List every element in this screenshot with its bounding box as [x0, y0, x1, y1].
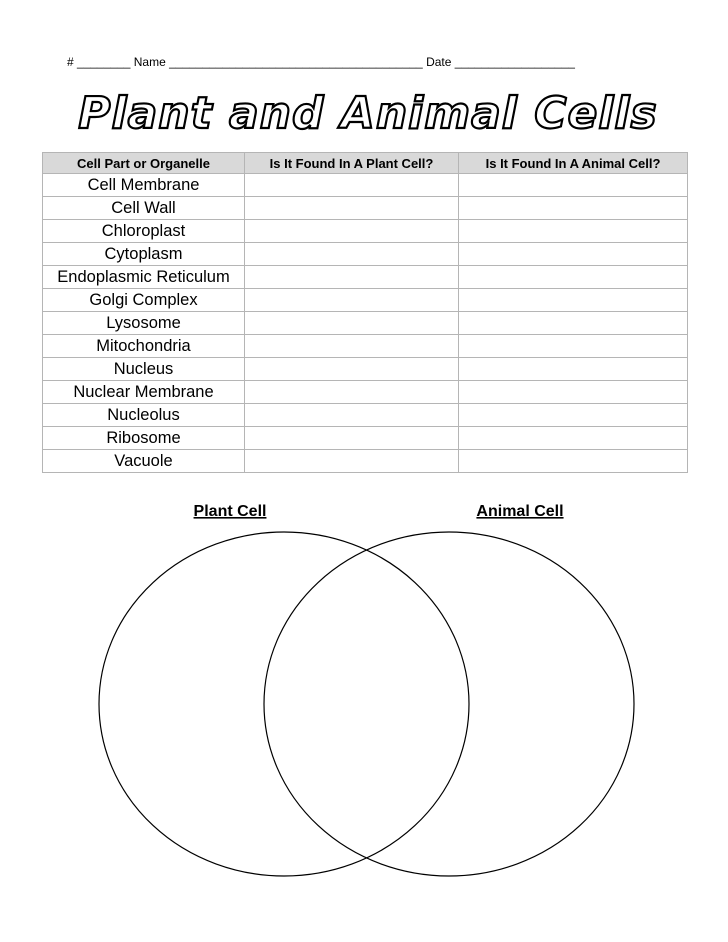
organelle-name: Lysosome	[43, 312, 245, 335]
table-row	[43, 289, 688, 312]
organelle-name: Golgi Complex	[43, 289, 245, 312]
table-row	[43, 427, 688, 450]
organelle-name: Ribosome	[43, 427, 245, 450]
table-row	[43, 450, 688, 473]
plant-answer-cell[interactable]	[245, 243, 459, 266]
table-row	[43, 404, 688, 427]
number-blank[interactable]: ________	[77, 55, 131, 69]
column-header-organelle: Cell Part or Organelle	[43, 153, 245, 174]
plant-answer-cell[interactable]	[245, 381, 459, 404]
plant-answer-cell[interactable]	[245, 404, 459, 427]
header-line	[67, 55, 575, 69]
table-row	[43, 220, 688, 243]
organelle-name: Chloroplast	[43, 220, 245, 243]
animal-answer-cell[interactable]	[459, 335, 688, 358]
animal-answer-cell[interactable]	[459, 243, 688, 266]
plant-answer-cell[interactable]	[245, 197, 459, 220]
column-header-plant: Is It Found In A Plant Cell?	[245, 153, 459, 174]
organelle-name: Nucleolus	[43, 404, 245, 427]
table-row	[43, 358, 688, 381]
organelle-table	[42, 152, 688, 473]
organelle-name: Mitochondria	[43, 335, 245, 358]
plant-answer-cell[interactable]	[245, 312, 459, 335]
organelle-name: Cell Membrane	[43, 174, 245, 197]
name-blank[interactable]: ______________________________________	[169, 55, 423, 69]
plant-answer-cell[interactable]	[245, 335, 459, 358]
plant-answer-cell[interactable]	[245, 358, 459, 381]
table-header-row	[43, 153, 688, 174]
animal-answer-cell[interactable]	[459, 197, 688, 220]
organelle-name: Nuclear Membrane	[43, 381, 245, 404]
plant-answer-cell[interactable]	[245, 450, 459, 473]
plant-answer-cell[interactable]	[245, 289, 459, 312]
animal-answer-cell[interactable]	[459, 381, 688, 404]
plant-answer-cell[interactable]	[245, 174, 459, 197]
date-blank[interactable]: __________________	[454, 55, 575, 69]
plant-answer-cell[interactable]	[245, 427, 459, 450]
animal-answer-cell[interactable]	[459, 312, 688, 335]
animal-answer-cell[interactable]	[459, 450, 688, 473]
table-row	[43, 174, 688, 197]
table-row	[43, 197, 688, 220]
table-row	[43, 381, 688, 404]
animal-cell-circle[interactable]	[264, 532, 634, 876]
table-row	[43, 243, 688, 266]
animal-answer-cell[interactable]	[459, 358, 688, 381]
table-row	[43, 312, 688, 335]
column-header-animal: Is It Found In A Animal Cell?	[459, 153, 688, 174]
plant-answer-cell[interactable]	[245, 220, 459, 243]
plant-cell-label: Plant Cell	[193, 503, 267, 520]
plant-cell-circle[interactable]	[99, 532, 469, 876]
name-label: Name	[133, 55, 166, 69]
table-row	[43, 266, 688, 289]
animal-answer-cell[interactable]	[459, 289, 688, 312]
organelle-name: Cytoplasm	[43, 243, 245, 266]
animal-answer-cell[interactable]	[459, 266, 688, 289]
organelle-name: Vacuole	[43, 450, 245, 473]
page-title	[0, 88, 728, 144]
organelle-name: Cell Wall	[43, 197, 245, 220]
date-label: Date	[426, 55, 452, 69]
animal-answer-cell[interactable]	[459, 404, 688, 427]
plant-answer-cell[interactable]	[245, 266, 459, 289]
animal-answer-cell[interactable]	[459, 220, 688, 243]
page-title-text: Plant and Animal Cells	[78, 88, 658, 139]
animal-answer-cell[interactable]	[459, 427, 688, 450]
table-row	[43, 335, 688, 358]
animal-cell-label: Animal Cell	[476, 503, 564, 520]
animal-answer-cell[interactable]	[459, 174, 688, 197]
number-label: #	[67, 55, 74, 69]
organelle-name: Endoplasmic Reticulum	[43, 266, 245, 289]
organelle-name: Nucleus	[43, 358, 245, 381]
venn-diagram	[0, 495, 728, 895]
